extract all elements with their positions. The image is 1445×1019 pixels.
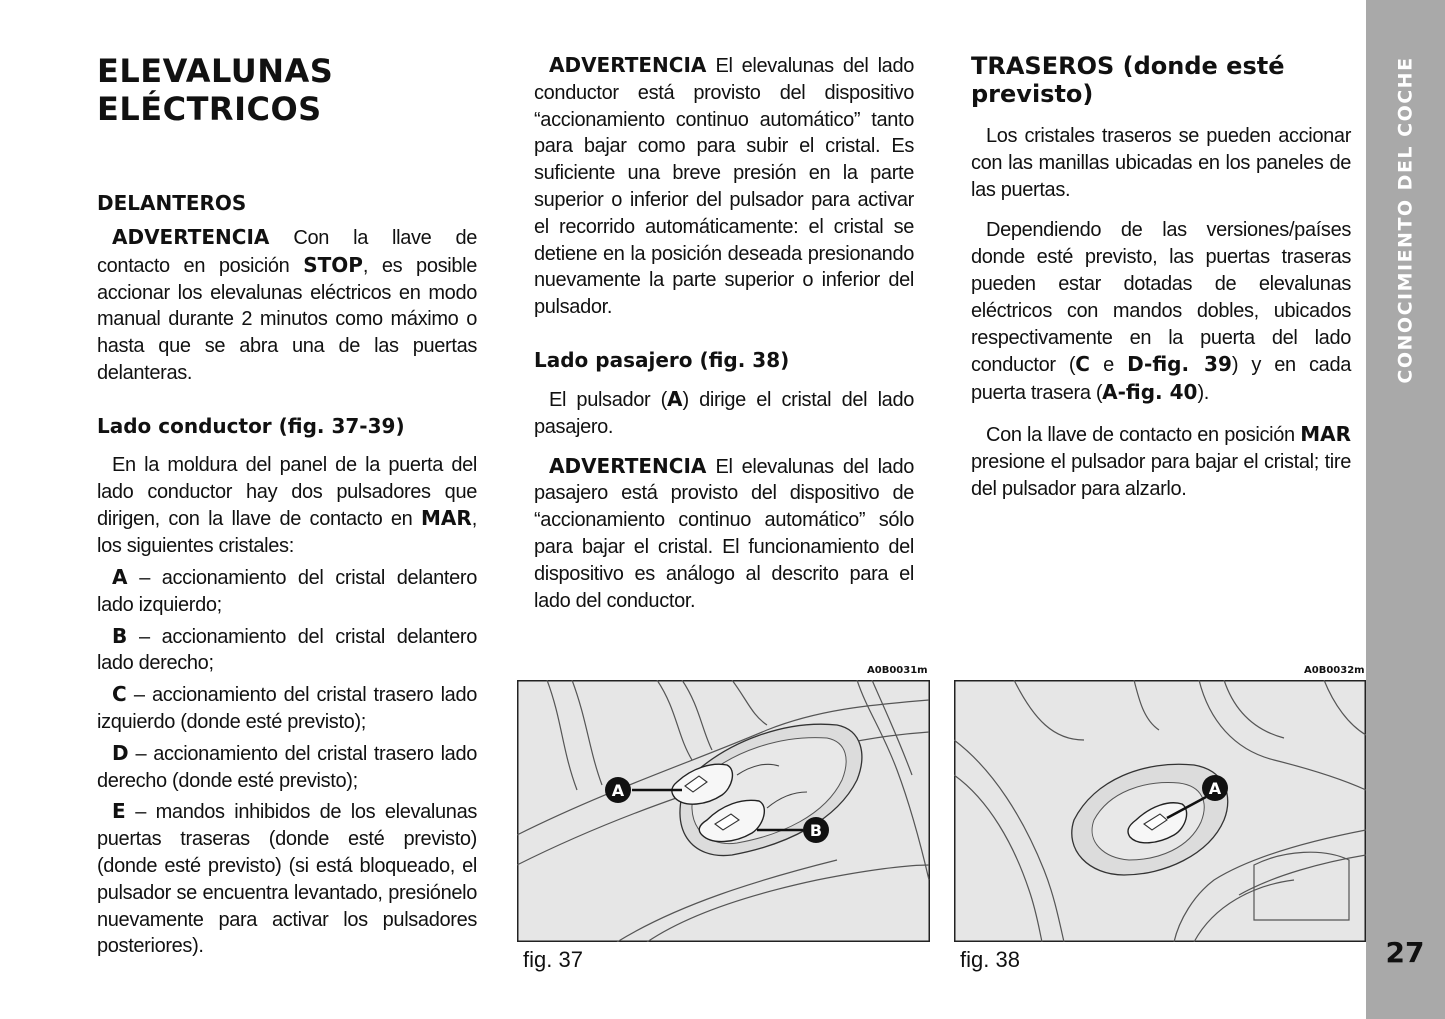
heading-lado-conductor: Lado conductor (fig. 37-39) [97, 413, 405, 438]
list-item: C – accionamiento del cristal trasero lado izquierdo (donde esté previsto); [97, 682, 477, 733]
sidebar-label: CONOCIMIENTO DEL COCHE [1394, 56, 1417, 384]
driver-door-switch-illustration [517, 680, 930, 942]
page-number: 27 [1385, 936, 1425, 969]
figure-caption: fig. 38 [960, 947, 1020, 972]
list-item: A – accionamiento del cristal delantero lado izquierdo; [97, 564, 477, 616]
rear-paragraph-1: Los cristales traseros se pueden accionar con las manillas ubicadas en los paneles de las puertas. [971, 125, 1351, 201]
column-1 [97, 52, 477, 960]
heading-delanteros: DELANTEROS [97, 191, 247, 215]
passenger-paragraph: El pulsador (A) dirige el cristal del lado pasajero. [534, 386, 914, 438]
passenger-door-switch-illustration [954, 680, 1366, 942]
list-item: D – accionamiento del cristal trasero lado derecho (donde esté previsto); [97, 740, 477, 792]
figure-code: A0B0031m [867, 665, 928, 676]
rear-paragraph-2: Dependiendo de las versiones/países donde esté previsto, las puertas traseras pueden estar dotadas de elevalunas eléctricos con mandos dobles, ubicados respectivamente en la puerta del lado conductor (C e D-fig. 39) y en cada puerta trasera (A-fig. 40). [971, 219, 1351, 405]
warning-paragraph: ADVERTENCIA Con la llave de contacto en posición STOP, es posible accionar los elevalunas eléctricos en modo manual durante 2 minutos como máximo o hasta que se abra una de las puertas delanteras. [97, 225, 477, 384]
warning-paragraph: ADVERTENCIA El elevalunas del lado conductor está provisto del dispositivo “accionamiento continuo automático” tanto para bajar como para subir el cristal. Es suficiente una breve presión en la parte superior o inferior del pulsador para activar el recorrido automáticamente: el cristal se detiene en la posición deseada presionando nuevamente la parte superior o inferior del pulsador. [534, 53, 914, 319]
intro-paragraph: En la moldura del panel de la puerta del lado conductor hay dos pulsadores que dirigen, con la llave de contacto en MAR, los siguientes cristales: [97, 453, 477, 558]
figure-caption: fig. 37 [523, 947, 583, 972]
callout-label: A [1208, 779, 1222, 798]
rear-paragraph-3: Con la llave de contacto en posición MAR presione el pulsador para bajar el cristal; tire del pulsador para alzarlo. [971, 421, 1351, 500]
page-title: ELEVALUNAS ELÉCTRICOS [97, 52, 334, 128]
heading-traseros: TRASEROS (donde esté previsto) [971, 52, 1285, 108]
figure-38 [954, 680, 1366, 942]
column-3 [971, 52, 1351, 502]
column-2 [534, 52, 914, 614]
figure-code: A0B0032m [1304, 665, 1365, 676]
figure-37 [517, 680, 930, 942]
callout-label: B [809, 821, 823, 840]
callout-label: A [611, 781, 625, 800]
list-item: E – mandos inhibidos de los elevalunas puertas traseras (donde esté previsto) (donde esté previsto) (si está bloqueado, el pulsador se encuentra levantado, presiónelo nuevamente para activar los pulsadores posteriores). [97, 799, 477, 958]
warning-paragraph: ADVERTENCIA El elevalunas del lado pasajero está provisto del dispositivo de “accionamiento continuo automático” sólo para bajar el cristal. El funcionamiento del dispositivo es análogo al descrito para el lado del conductor. [534, 453, 914, 612]
list-item: B – accionamiento del cristal delantero lado derecho; [97, 623, 477, 675]
heading-lado-pasajero: Lado pasajero (fig. 38) [534, 347, 790, 372]
